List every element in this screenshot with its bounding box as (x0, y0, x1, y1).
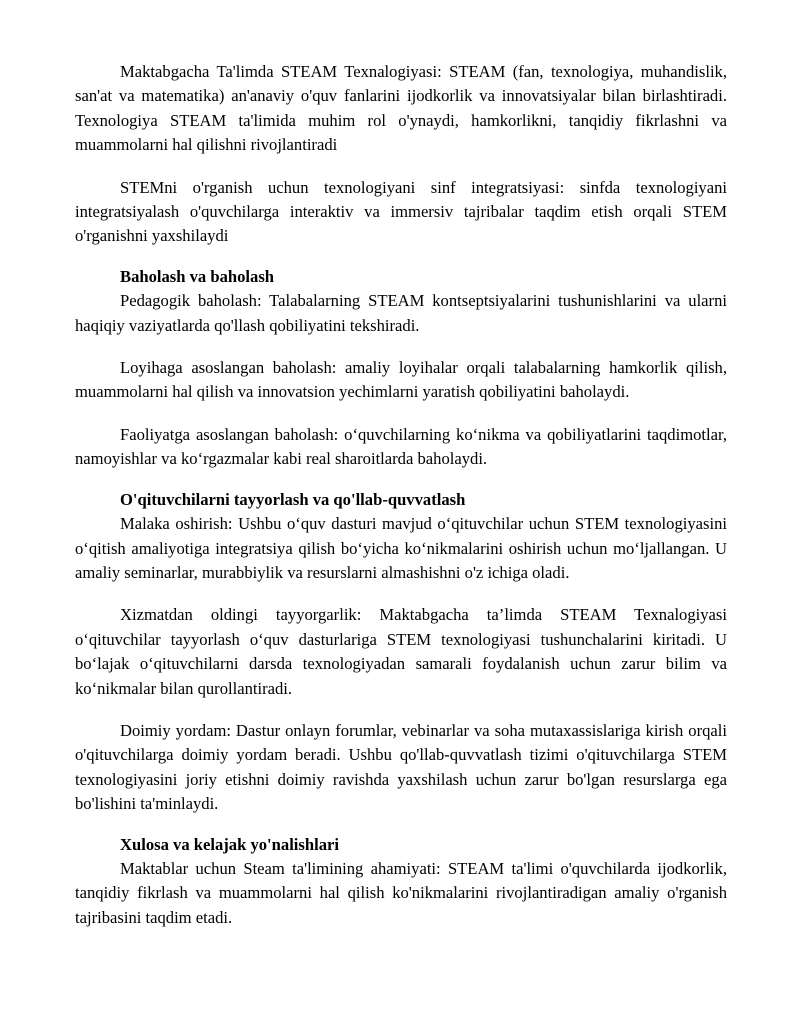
paragraph-performance-assessment: Faoliyatga asoslangan baholash: o‘quvchilarning ko‘nikma va qobiliyatlarini taqdimotlar, namoyishlar va ko‘rgazmalar kabi real sharoitlarda baholaydi. (75, 424, 727, 469)
heading-conclusion: Xulosa va kelajak yo'nalishlari (120, 834, 339, 854)
heading-assessment: Baholash va baholash (120, 266, 275, 286)
paragraph-project-assessment: Loyihaga asoslangan baholash: amaliy loyihalar orqali talabalarning hamkorlik qilish, muammolarni hal qilish va innovatsion yechimlarni yaratish qobiliyatini baholaydi. (75, 358, 727, 402)
heading-teacher-training: O'qituvchilarni tayyorlash va qo'llab-quvvatlash (120, 489, 466, 509)
paragraph-steam-intro: Maktabgacha Ta'limda STEAM Texnalogiyasi: STEAM (fan, texnologiya, muhandislik, san'at va matematika) an'anaviy o'quv fanlarini ijodkorlik va innovatsiyalar bilan birlashtiradi. Texnologiya STEAM ta'limida muhim rol o'ynaydi, hamkorlikni, tanqidiy fikrlashni va muammolarni hal qilishni rivojlantiradi (75, 62, 727, 155)
paragraph-pedagogical-assessment: Pedagogik baholash: Talabalarning STEAM kontseptsiyalarini tushunishlarini va ularni haqiqiy vaziyatlarda qo'llash qobiliyatini tekshiradi. (75, 291, 727, 335)
document-page (75, 60, 727, 948)
paragraph-professional-development: Malaka oshirish: Ushbu o‘quv dasturi mavjud o‘qituvchilar uchun STEM texnologiyasini o‘qitish amaliyotiga integratsiya qilish bo‘yicha ko‘nikmalarini oshirish uchun mo‘ljallangan. U amaliy seminarlar, murabbiylik va resurslarni almashishni o'z ichiga oladi. (75, 514, 727, 582)
paragraph-ongoing-support: Doimiy yordam: Dastur onlayn forumlar, vebinarlar va soha mutaxassislariga kirish orqali o'qituvchilarga doimiy yordam beradi. Ushbu qo'llab-quvvatlash tizimi o'qituvchilarga STEM texnologiyasini joriy etishni doimiy ravishda yaxshilash uchun zarur bo'lgan resurslarga ega bo'lishini ta'minlaydi. (75, 720, 727, 814)
paragraph-class-integration: STEMni o'rganish uchun texnologiyani sinf integratsiyasi: sinfda texnologiyani integratsiyalash o'quvchilarga interaktiv va immersiv tajribalar taqdim etish orqali STEM o'rganishni yaxshilaydi (75, 177, 727, 246)
paragraph-steam-importance: Maktablar uchun Steam ta'limining ahamiyati: STEAM ta'limi o'quvchilarda ijodkorlik, tanqidiy fikrlash va muammolarni hal qilish ko'nikmalarini rivojlantiradigan amaliy o'rganish tajribasini taqdim etadi. (75, 858, 727, 927)
paragraph-preservice-training: Xizmatdan oldingi tayyorgarlik: Maktabgacha ta’limda STEAM Texnalogiyasi o‘qituvchilar tayyorlash o‘quv dasturlariga STEM texnologiyasi tushunchalarini kiritadi. U bo‘lajak o‘qituvchilarni darsda texnologiyadan samarali foydalanish uchun zarur bilim va ko‘nikmalar bilan qurollantiradi. (75, 605, 727, 698)
